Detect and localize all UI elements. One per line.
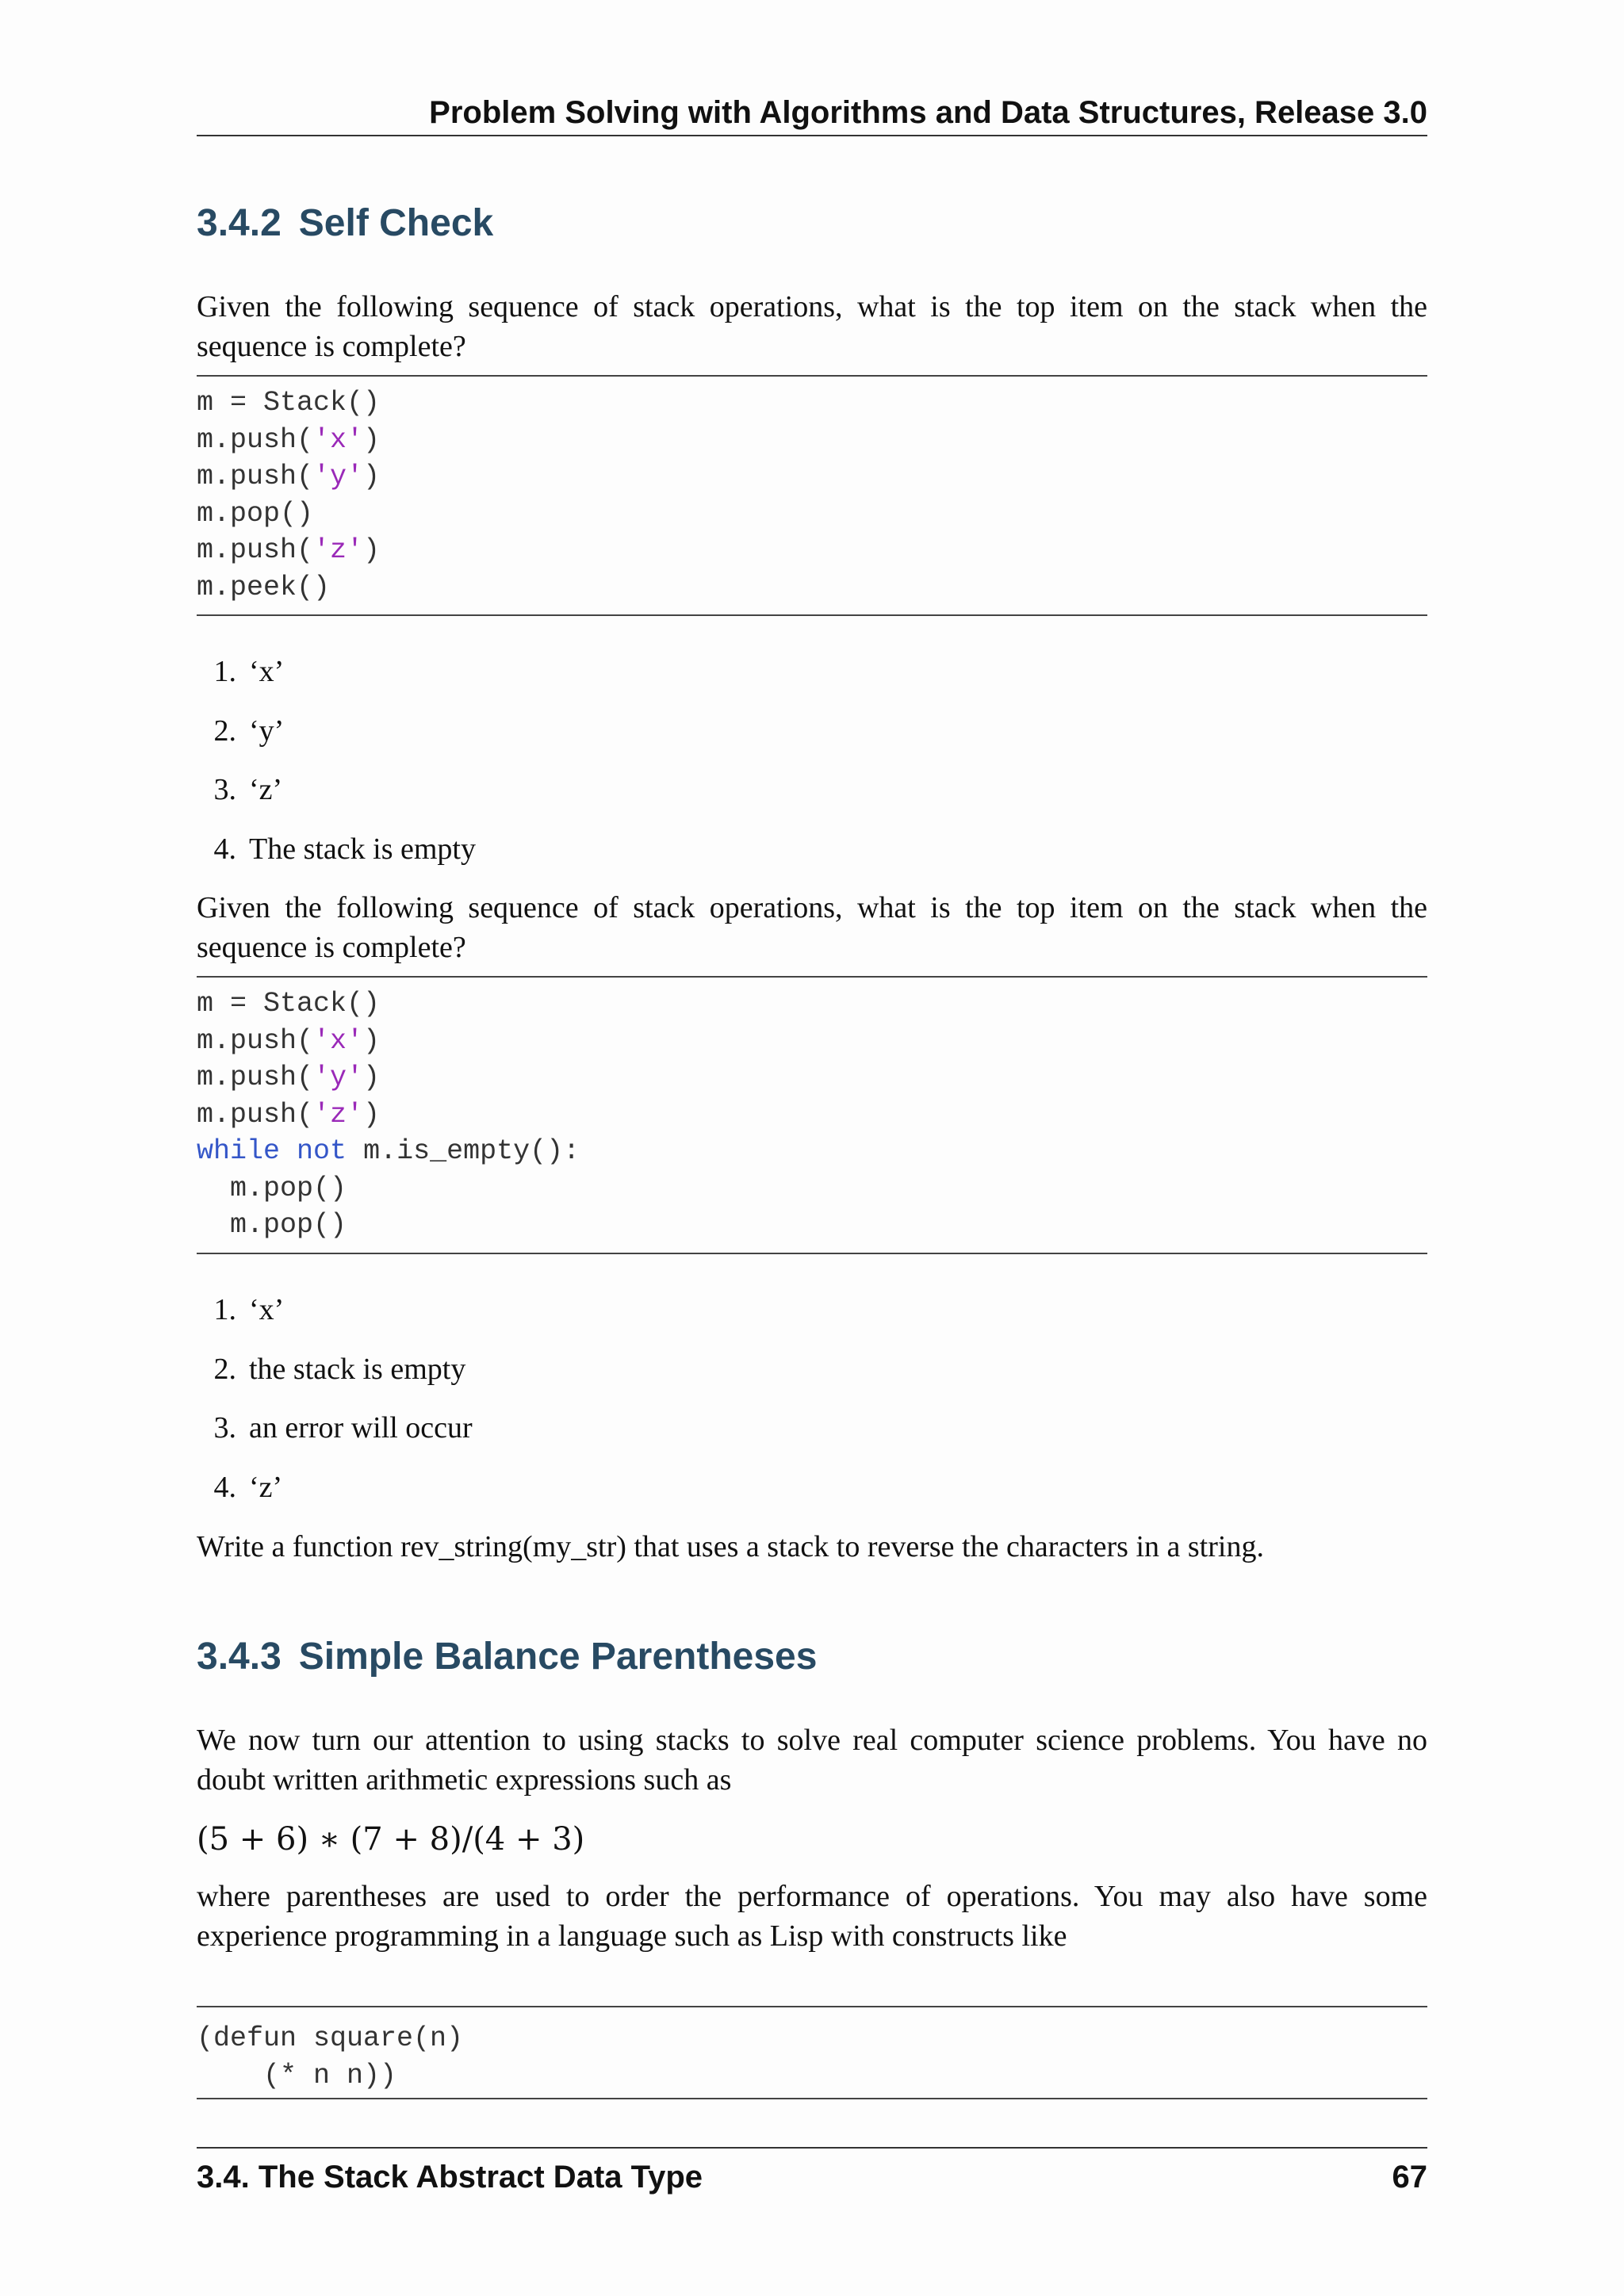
choice-number: 2. <box>213 1352 236 1386</box>
code-token: ) <box>363 423 381 456</box>
choice-text: ‘y’ <box>249 714 285 748</box>
answer-choice <box>197 652 476 711</box>
code-token: m.push( <box>197 1024 314 1057</box>
string-literal: 'z' <box>313 1098 364 1131</box>
code-token: ) <box>363 1024 381 1057</box>
string-literal: 'x' <box>313 1024 364 1057</box>
code-line <box>197 1207 1427 1244</box>
document-page <box>197 0 1427 2296</box>
answer-choice <box>197 770 476 829</box>
answer-list-q2 <box>197 1290 473 1526</box>
code-line <box>197 458 1427 496</box>
answer-choice <box>197 829 476 889</box>
choice-number: 4. <box>213 1470 236 1504</box>
code-token: m.pop() <box>197 497 314 530</box>
choice-number: 1. <box>213 655 236 688</box>
code-line <box>197 1170 1427 1207</box>
section-title: Self Check <box>298 202 494 244</box>
code-line <box>197 2020 1427 2057</box>
code-token: m.pop() <box>197 1209 347 1241</box>
choice-text: ‘z’ <box>249 1470 283 1504</box>
answer-list-q1 <box>197 652 476 888</box>
footer-section-title: 3.4. The Stack Abstract Data Type <box>197 2160 703 2195</box>
code-token: m = Stack() <box>197 988 381 1020</box>
choice-text: ‘z’ <box>249 773 283 806</box>
code-line <box>197 1023 1427 1060</box>
choice-text: the stack is empty <box>249 1352 466 1386</box>
section-number: 3.4.2 <box>197 202 282 244</box>
keyword: while <box>197 1135 281 1167</box>
question-2-prompt: Given the following sequence of stack operations, what is the top item on the stack when the sequence is complete? <box>197 891 1427 964</box>
answer-choice <box>197 1408 473 1468</box>
answer-choice <box>197 711 476 771</box>
choice-text: ‘x’ <box>249 1293 285 1326</box>
choice-number: 3. <box>213 773 236 806</box>
code-token: ) <box>363 461 381 492</box>
answer-choice <box>197 1349 473 1409</box>
code-token: m.push( <box>197 1062 314 1093</box>
code-token: ) <box>363 534 381 566</box>
string-literal: 'y' <box>313 1062 364 1093</box>
code-token: m.is_empty(): <box>347 1135 580 1167</box>
keyword: not <box>297 1135 347 1167</box>
code-token: m.pop() <box>197 1172 347 1204</box>
answer-choice <box>197 1468 473 1527</box>
code-line <box>197 1133 1427 1170</box>
balance-intro-paragraph: We now turn our attention to using stacks to solve real computer science problems. You have no doubt written arithmetic expressions such as <box>197 1724 1427 1797</box>
code-token: m.push( <box>197 423 314 456</box>
code-line <box>197 422 1427 459</box>
choice-text: an error will occur <box>249 1411 473 1445</box>
section-number: 3.4.3 <box>197 1636 282 1678</box>
code-line <box>197 1059 1427 1096</box>
choice-text: The stack is empty <box>249 832 476 866</box>
question-1-prompt: Given the following sequence of stack operations, what is the top item on the stack when the sequence is complete? <box>197 290 1427 363</box>
code-token: ) <box>363 1062 381 1093</box>
choice-number: 2. <box>213 714 236 748</box>
section-heading-balance-parentheses <box>197 1633 817 1681</box>
code-line <box>197 569 1427 607</box>
choice-number: 1. <box>213 1293 236 1326</box>
code-token <box>280 1135 297 1167</box>
section-heading-self-check <box>197 200 493 247</box>
arithmetic-expression: (5 + 6) ∗ (7 + 8)/(4 + 3) <box>197 1821 585 1858</box>
section-title: Simple Balance Parentheses <box>298 1636 818 1678</box>
string-literal: 'x' <box>313 423 364 456</box>
code-block-lisp <box>197 2006 1427 2099</box>
code-token: m = Stack() <box>197 387 381 419</box>
code-line <box>197 496 1427 533</box>
string-literal: 'y' <box>313 461 364 492</box>
running-header: Problem Solving with Algorithms and Data Structures, Release 3.0 <box>429 95 1427 130</box>
code-line <box>197 532 1427 569</box>
code-block-q1 <box>197 375 1427 616</box>
choice-text: ‘x’ <box>249 655 285 688</box>
code-line <box>197 1096 1427 1134</box>
page-number: 67 <box>1392 2160 1427 2195</box>
question-3-prompt: Write a function rev_string(my_str) that uses a stack to reverse the characters in a string. <box>197 1530 1264 1563</box>
answer-choice <box>197 1290 473 1349</box>
code-token: m.push( <box>197 461 314 492</box>
code-token: (defun square(n) <box>197 2022 464 2054</box>
code-token: (* n n)) <box>197 2059 397 2091</box>
choice-number: 3. <box>213 1411 236 1445</box>
choice-number: 4. <box>213 832 236 866</box>
balance-lisp-paragraph: where parentheses are used to order the performance of operations. You may also have some experience programming in a language such as Lisp with constructs like <box>197 1880 1427 1953</box>
code-token: m.push( <box>197 534 314 566</box>
header-rule <box>197 135 1427 136</box>
code-line <box>197 2057 1427 2095</box>
footer-rule <box>197 2147 1427 2149</box>
code-line <box>197 385 1427 422</box>
code-token: m.peek() <box>197 571 331 603</box>
code-token: ) <box>363 1098 381 1131</box>
code-line <box>197 985 1427 1023</box>
string-literal: 'z' <box>313 534 364 566</box>
code-block-q2 <box>197 976 1427 1254</box>
code-token: m.push( <box>197 1098 314 1131</box>
